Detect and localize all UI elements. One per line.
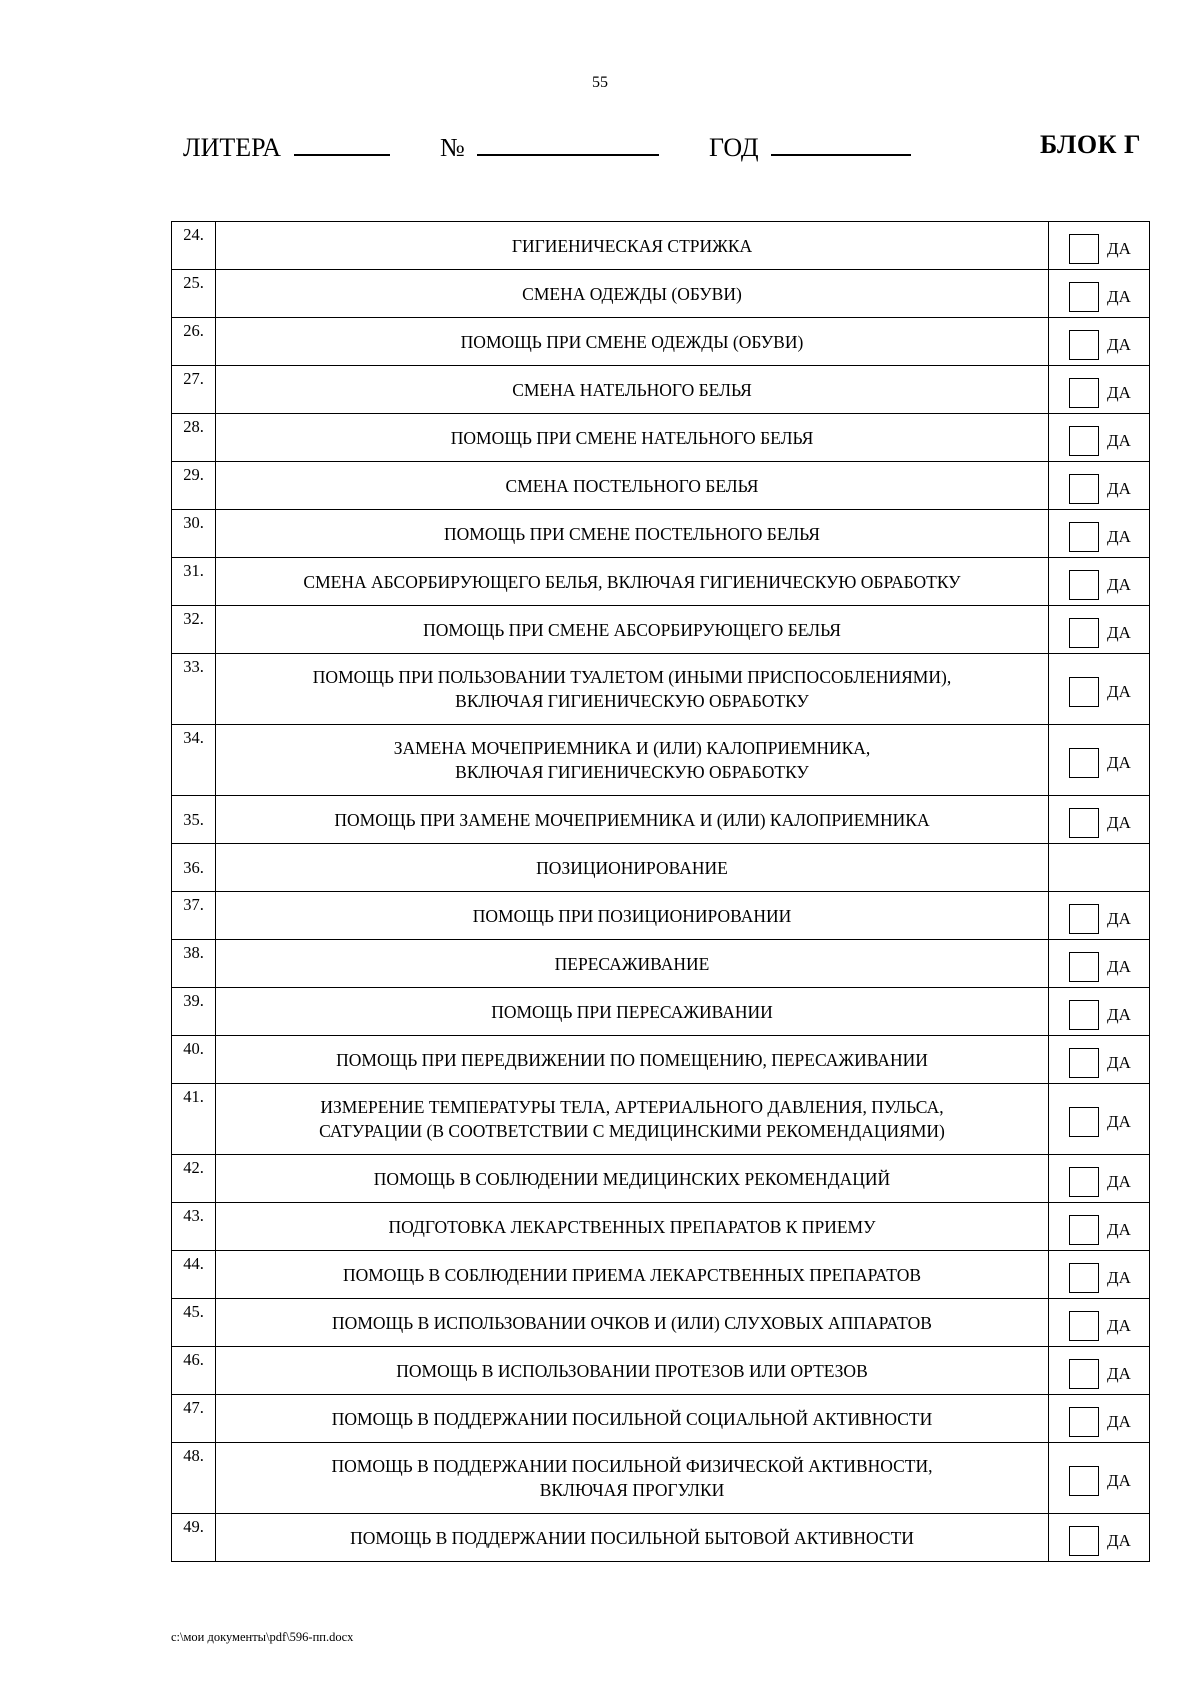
- table-row: [172, 892, 1150, 940]
- row-answer-cell: [1049, 1036, 1150, 1084]
- row-description-line: ПОМОЩЬ ПРИ ПОЗИЦИОНИРОВАНИИ: [472, 905, 792, 926]
- yes-checkbox[interactable]: [1069, 1107, 1099, 1137]
- row-description-line: ПОМОЩЬ ПРИ СМЕНЕ ПОСТЕЛЬНОГО БЕЛЬЯ: [444, 523, 820, 544]
- row-number: 31.: [172, 558, 216, 606]
- row-description: [216, 1347, 1049, 1395]
- row-answer-cell: [1049, 1299, 1150, 1347]
- row-answer-cell: [1049, 892, 1150, 940]
- yes-option: [1049, 1520, 1149, 1556]
- table-row: [172, 1514, 1150, 1562]
- table-row: [172, 725, 1150, 796]
- row-number: 40.: [172, 1036, 216, 1084]
- yes-option: [1049, 898, 1149, 934]
- yes-label: ДА: [1107, 622, 1131, 642]
- row-number: 34.: [172, 725, 216, 796]
- yes-checkbox[interactable]: [1069, 282, 1099, 312]
- yes-option: [1049, 564, 1149, 600]
- table-row: [172, 844, 1150, 892]
- row-description-line: ГИГИЕНИЧЕСКАЯ СТРИЖКА: [511, 235, 753, 256]
- footer-file-path: c:\мои документы\pdf\596-пп.docx: [171, 1630, 354, 1644]
- table-row: [172, 1036, 1150, 1084]
- row-answer-cell: [1049, 796, 1150, 844]
- row-answer-cell: [1049, 1251, 1150, 1299]
- yes-option: [1049, 802, 1149, 838]
- yes-checkbox[interactable]: [1069, 522, 1099, 552]
- row-description: [216, 414, 1049, 462]
- table-row: [172, 558, 1150, 606]
- row-number: 47.: [172, 1395, 216, 1443]
- row-description: [216, 725, 1049, 796]
- row-number: 43.: [172, 1203, 216, 1251]
- yes-option: [1049, 1401, 1149, 1437]
- row-description-line: ПОМОЩЬ ПРИ ЗАМЕНЕ МОЧЕПРИЕМНИКА И (ИЛИ) КАЛОПРИЕМНИКА: [334, 809, 930, 830]
- row-number: 30.: [172, 510, 216, 558]
- row-description: [216, 366, 1049, 414]
- yes-label: ДА: [1107, 1112, 1131, 1131]
- yes-label: ДА: [1107, 1411, 1131, 1431]
- row-answer-cell: [1049, 844, 1150, 892]
- row-description-line: ПОМОЩЬ В ПОДДЕРЖАНИИ ПОСИЛЬНОЙ ФИЗИЧЕСКОЙ АКТИВНОСТИ,: [331, 1456, 933, 1476]
- row-number: 29.: [172, 462, 216, 510]
- number-label: №: [440, 133, 465, 162]
- yes-checkbox[interactable]: [1069, 570, 1099, 600]
- table-row: [172, 318, 1150, 366]
- table-row: [172, 1251, 1150, 1299]
- row-description-line: ЗАМЕНА МОЧЕПРИЕМНИКА И (ИЛИ) КАЛОПРИЕМНИКА,: [393, 738, 871, 758]
- row-description: [216, 988, 1049, 1036]
- services-table-body: [172, 222, 1150, 1562]
- row-description: [216, 892, 1049, 940]
- row-answer-cell: [1049, 222, 1150, 270]
- yes-checkbox[interactable]: [1069, 808, 1099, 838]
- yes-checkbox[interactable]: [1069, 677, 1099, 707]
- form-header: [183, 130, 1141, 164]
- row-description: [216, 1443, 1049, 1514]
- yes-label: ДА: [1107, 812, 1131, 832]
- table-row: [172, 222, 1150, 270]
- row-description-line: ВКЛЮЧАЯ ПРОГУЛКИ: [539, 1480, 725, 1500]
- number-blank[interactable]: [477, 130, 659, 156]
- yes-checkbox[interactable]: [1069, 618, 1099, 648]
- yes-option: [1049, 1305, 1149, 1341]
- row-description: [216, 270, 1049, 318]
- row-description-line: ПОМОЩЬ ПРИ СМЕНЕ АБСОРБИРУЮЩЕГО БЕЛЬЯ: [423, 619, 841, 640]
- yes-checkbox[interactable]: [1069, 1407, 1099, 1437]
- row-description-line: ПОЗИЦИОНИРОВАНИЕ: [536, 857, 728, 878]
- row-answer-cell: [1049, 1443, 1150, 1514]
- yes-option: [1049, 612, 1149, 648]
- row-description-line: ПОМОЩЬ ПРИ ПОЛЬЗОВАНИИ ТУАЛЕТОМ (ИНЫМИ ПРИСПОСОБЛЕНИЯМИ),: [312, 667, 952, 687]
- yes-checkbox[interactable]: [1069, 952, 1099, 982]
- row-description: [216, 654, 1049, 725]
- row-description: [216, 222, 1049, 270]
- row-answer-cell: [1049, 940, 1150, 988]
- row-answer-cell: [1049, 366, 1150, 414]
- yes-option: [1049, 1161, 1149, 1197]
- yes-option: [1049, 1460, 1149, 1496]
- table-row: [172, 1084, 1150, 1155]
- row-description-line: ИЗМЕРЕНИЕ ТЕМПЕРАТУРЫ ТЕЛА, АРТЕРИАЛЬНОГО ДАВЛЕНИЯ, ПУЛЬСА,: [320, 1097, 944, 1117]
- row-answer-cell: [1049, 318, 1150, 366]
- yes-checkbox[interactable]: [1069, 1526, 1099, 1556]
- number-field: [440, 130, 659, 163]
- yes-label: ДА: [1107, 526, 1131, 546]
- row-answer-cell: [1049, 1347, 1150, 1395]
- yes-label: ДА: [1107, 382, 1131, 402]
- yes-label: ДА: [1107, 478, 1131, 498]
- row-description-line: ПОМОЩЬ ПРИ СМЕНЕ ОДЕЖДЫ (ОБУВИ): [460, 331, 804, 352]
- row-answer-cell: [1049, 510, 1150, 558]
- yes-label: ДА: [1107, 1004, 1131, 1024]
- yes-label: ДА: [1107, 682, 1131, 701]
- yes-checkbox[interactable]: [1069, 1263, 1099, 1293]
- row-description: [216, 558, 1049, 606]
- table-row: [172, 366, 1150, 414]
- row-description: [216, 1084, 1049, 1155]
- row-number: 38.: [172, 940, 216, 988]
- table-row: [172, 796, 1150, 844]
- row-description-line: СМЕНА ПОСТЕЛЬНОГО БЕЛЬЯ: [505, 475, 759, 496]
- yes-checkbox[interactable]: [1069, 1466, 1099, 1496]
- row-description: [216, 940, 1049, 988]
- row-number: 42.: [172, 1155, 216, 1203]
- row-answer-cell: [1049, 1514, 1150, 1562]
- row-answer-cell: [1049, 1084, 1150, 1155]
- year-field: [709, 130, 911, 163]
- yes-checkbox[interactable]: [1069, 1215, 1099, 1245]
- row-number: 33.: [172, 654, 216, 725]
- yes-option: [1049, 1353, 1149, 1389]
- row-number: 26.: [172, 318, 216, 366]
- row-description-line: ПОМОЩЬ В СОБЛЮДЕНИИ ПРИЕМА ЛЕКАРСТВЕННЫХ ПРЕПАРАТОВ: [342, 1264, 922, 1285]
- year-blank[interactable]: [771, 130, 911, 156]
- table-row: [172, 414, 1150, 462]
- yes-checkbox[interactable]: [1069, 1167, 1099, 1197]
- yes-label: ДА: [1107, 1315, 1131, 1335]
- row-answer-cell: [1049, 270, 1150, 318]
- yes-label: ДА: [1107, 1267, 1131, 1287]
- yes-checkbox[interactable]: [1069, 904, 1099, 934]
- row-description: [216, 1514, 1049, 1562]
- litera-label: ЛИТЕРА: [183, 133, 282, 162]
- yes-option: [1049, 1042, 1149, 1078]
- row-description-line: СМЕНА НАТЕЛЬНОГО БЕЛЬЯ: [512, 379, 752, 400]
- row-answer-cell: [1049, 606, 1150, 654]
- yes-label: ДА: [1107, 1052, 1131, 1072]
- yes-label: ДА: [1107, 238, 1131, 258]
- yes-checkbox[interactable]: [1069, 1000, 1099, 1030]
- row-description-line: ПОМОЩЬ В СОБЛЮДЕНИИ МЕДИЦИНСКИХ РЕКОМЕНДАЦИЙ: [373, 1168, 891, 1189]
- row-description-line: ПОМОЩЬ В ПОДДЕРЖАНИИ ПОСИЛЬНОЙ БЫТОВОЙ АКТИВНОСТИ: [350, 1527, 914, 1548]
- row-number: 44.: [172, 1251, 216, 1299]
- row-number: 35.: [172, 796, 216, 844]
- yes-label: ДА: [1107, 334, 1131, 354]
- row-answer-cell: [1049, 558, 1150, 606]
- row-number: 49.: [172, 1514, 216, 1562]
- row-number: 36.: [172, 844, 216, 892]
- yes-label: ДА: [1107, 1171, 1131, 1191]
- yes-checkbox[interactable]: [1069, 1359, 1099, 1389]
- yes-label: ДА: [1107, 753, 1131, 772]
- row-description-line: ПОМОЩЬ ПРИ ПЕРЕДВИЖЕНИИ ПО ПОМЕЩЕНИЮ, ПЕРЕСАЖИВАНИИ: [336, 1049, 928, 1070]
- yes-option: [1049, 324, 1149, 360]
- yes-label: ДА: [1107, 1219, 1131, 1239]
- row-answer-cell: [1049, 462, 1150, 510]
- yes-label: ДА: [1107, 574, 1131, 594]
- yes-checkbox[interactable]: [1069, 748, 1099, 778]
- yes-option: [1049, 742, 1149, 778]
- row-number: 24.: [172, 222, 216, 270]
- litera-blank[interactable]: [294, 130, 390, 156]
- row-description-line: ПОМОЩЬ В ПОДДЕРЖАНИИ ПОСИЛЬНОЙ СОЦИАЛЬНОЙ АКТИВНОСТИ: [331, 1408, 933, 1429]
- yes-option: [1049, 372, 1149, 408]
- yes-checkbox[interactable]: [1069, 1048, 1099, 1078]
- row-description: [216, 606, 1049, 654]
- yes-option: [1049, 228, 1149, 264]
- row-description: [216, 318, 1049, 366]
- yes-option: [1049, 1257, 1149, 1293]
- row-number: 28.: [172, 414, 216, 462]
- row-description: [216, 1395, 1049, 1443]
- row-number: 39.: [172, 988, 216, 1036]
- yes-option: [1049, 468, 1149, 504]
- row-number: 37.: [172, 892, 216, 940]
- row-description-line: ПОДГОТОВКА ЛЕКАРСТВЕННЫХ ПРЕПАРАТОВ К ПРИЕМУ: [388, 1216, 876, 1237]
- yes-checkbox[interactable]: [1069, 378, 1099, 408]
- table-row: [172, 1395, 1150, 1443]
- row-number: 25.: [172, 270, 216, 318]
- yes-option: [1049, 1101, 1149, 1137]
- row-answer-cell: [1049, 725, 1150, 796]
- table-row: [172, 510, 1150, 558]
- yes-label: ДА: [1107, 908, 1131, 928]
- table-row: [172, 1203, 1150, 1251]
- row-description-line: ВКЛЮЧАЯ ГИГИЕНИЧЕСКУЮ ОБРАБОТКУ: [455, 762, 809, 782]
- row-description-line: ВКЛЮЧАЯ ГИГИЕНИЧЕСКУЮ ОБРАБОТКУ: [455, 691, 809, 711]
- table-row: [172, 462, 1150, 510]
- row-description-line: ПЕРЕСАЖИВАНИЕ: [554, 953, 710, 974]
- row-number: 41.: [172, 1084, 216, 1155]
- row-description-line: ПОМОЩЬ В ИСПОЛЬЗОВАНИИ ПРОТЕЗОВ ИЛИ ОРТЕЗОВ: [396, 1360, 868, 1381]
- yes-label: ДА: [1107, 1363, 1131, 1383]
- row-number: 27.: [172, 366, 216, 414]
- table-row: [172, 1155, 1150, 1203]
- row-description: [216, 1251, 1049, 1299]
- table-row: [172, 940, 1150, 988]
- table-row: [172, 1443, 1150, 1514]
- table-row: [172, 654, 1150, 725]
- yes-option: [1049, 994, 1149, 1030]
- row-number: 32.: [172, 606, 216, 654]
- yes-option: [1049, 1209, 1149, 1245]
- table-row: [172, 1347, 1150, 1395]
- row-description-line: ПОМОЩЬ В ИСПОЛЬЗОВАНИИ ОЧКОВ И (ИЛИ) СЛУХОВЫХ АППАРАТОВ: [332, 1312, 932, 1333]
- row-description-line: САТУРАЦИИ (В СООТВЕТСТВИИ С МЕДИЦИНСКИМИ РЕКОМЕНДАЦИЯМИ): [319, 1121, 945, 1141]
- row-description-line: ПОМОЩЬ ПРИ ПЕРЕСАЖИВАНИИ: [491, 1001, 773, 1022]
- row-answer-cell: [1049, 654, 1150, 725]
- yes-label: ДА: [1107, 956, 1131, 976]
- page-number: 55: [592, 74, 608, 91]
- yes-label: ДА: [1107, 430, 1131, 450]
- table-row: [172, 1299, 1150, 1347]
- row-description: [216, 462, 1049, 510]
- row-description-line: ПОМОЩЬ ПРИ СМЕНЕ НАТЕЛЬНОГО БЕЛЬЯ: [450, 427, 814, 448]
- table-row: [172, 606, 1150, 654]
- row-answer-cell: [1049, 1203, 1150, 1251]
- services-table: [171, 221, 1150, 1562]
- table-row: [172, 988, 1150, 1036]
- row-answer-cell: [1049, 1395, 1150, 1443]
- yes-checkbox[interactable]: [1069, 234, 1099, 264]
- row-description: [216, 1299, 1049, 1347]
- table-row: [172, 270, 1150, 318]
- row-answer-cell: [1049, 988, 1150, 1036]
- yes-label: ДА: [1107, 286, 1131, 306]
- row-description: [216, 844, 1049, 892]
- row-answer-cell: [1049, 1155, 1150, 1203]
- yes-option: [1049, 671, 1149, 707]
- row-description: [216, 510, 1049, 558]
- yes-option: [1049, 516, 1149, 552]
- yes-checkbox[interactable]: [1069, 1311, 1099, 1341]
- row-number: 46.: [172, 1347, 216, 1395]
- yes-label: ДА: [1107, 1530, 1131, 1550]
- row-number: 48.: [172, 1443, 216, 1514]
- yes-checkbox[interactable]: [1069, 474, 1099, 504]
- yes-label: ДА: [1107, 1471, 1131, 1490]
- row-number: 45.: [172, 1299, 216, 1347]
- row-answer-cell: [1049, 414, 1150, 462]
- yes-option: [1049, 946, 1149, 982]
- yes-checkbox[interactable]: [1069, 330, 1099, 360]
- yes-option: [1049, 276, 1149, 312]
- row-description-line: СМЕНА АБСОРБИРУЮЩЕГО БЕЛЬЯ, ВКЛЮЧАЯ ГИГИЕНИЧЕСКУЮ ОБРАБОТКУ: [303, 571, 961, 592]
- block-label: БЛОК Г: [1039, 130, 1141, 159]
- litera-field: [183, 130, 390, 163]
- row-description-line: СМЕНА ОДЕЖДЫ (ОБУВИ): [522, 283, 742, 304]
- row-description: [216, 1203, 1049, 1251]
- row-description: [216, 1155, 1049, 1203]
- yes-checkbox[interactable]: [1069, 426, 1099, 456]
- yes-option: [1049, 420, 1149, 456]
- year-label: ГОД: [709, 133, 759, 162]
- row-description: [216, 1036, 1049, 1084]
- row-description: [216, 796, 1049, 844]
